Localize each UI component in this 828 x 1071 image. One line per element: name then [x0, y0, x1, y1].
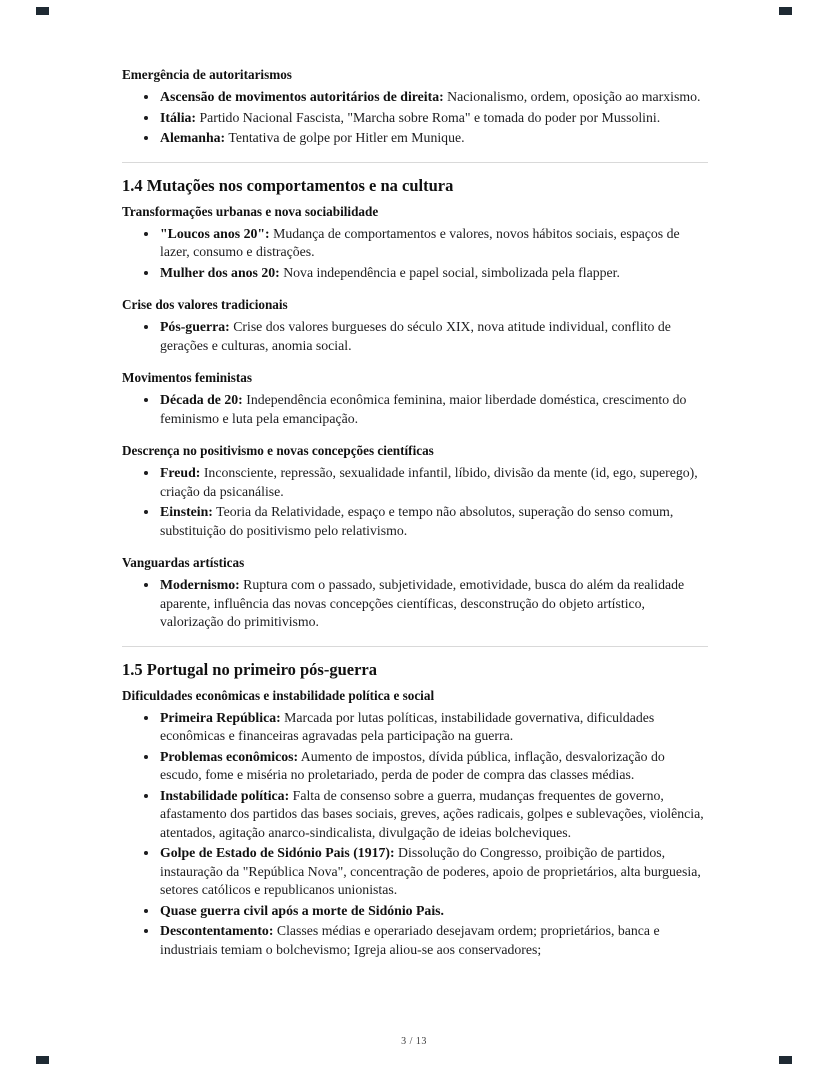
list-item: [159, 225, 708, 262]
bullet-list: [122, 318, 708, 355]
subheading-movimentos-feministas: Movimentos feministas: [122, 370, 253, 385]
bullet-desc: Inconsciente, repressão, sexualidade infantil, líbido, divisão da mente (id, ego, superego), criação da psicanálise.: [160, 465, 698, 499]
list-item: [159, 844, 708, 900]
bullet-term: Descontentamento:: [160, 923, 274, 938]
bullet-list: [122, 391, 708, 428]
bullet-term: Ascensão de movimentos autoritários de direita:: [160, 89, 444, 104]
list-item: [159, 318, 708, 355]
list-item: [159, 922, 708, 959]
bullet-desc: Teoria da Relatividade, espaço e tempo não absolutos, superação do senso comum, substituição do positivismo pelo relativismo.: [160, 504, 674, 538]
corner-mark-bottom-right: [779, 1056, 792, 1064]
bullet-term: Modernismo:: [160, 577, 240, 592]
section-title-1-4: 1.4 Mutações nos comportamentos e na cultura: [122, 175, 454, 195]
bullet-term: Pós-guerra:: [160, 319, 230, 334]
list-item: [159, 391, 708, 428]
bullet-term: Quase guerra civil após a morte de Sidónio Pais.: [160, 902, 444, 918]
list-item: [159, 464, 708, 501]
corner-mark-bottom-left: [36, 1056, 49, 1064]
page-footer: [0, 1036, 828, 1047]
bullet-desc: Classes médias e operariado desejavam ordem; proprietários, banca e industriais temiam o bolchevismo; Igreja aliou-se aos conservadores;: [160, 923, 660, 957]
bullet-term: Problemas econômicos:: [160, 748, 299, 764]
list-item: [159, 503, 708, 540]
bullet-list: [122, 464, 708, 540]
subheading-descrenca-positivismo: Descrença no positivismo e novas concepções científicas: [122, 443, 434, 458]
bullet-term: Itália:: [160, 109, 197, 125]
bullet-term: Mulher dos anos 20:: [160, 264, 280, 280]
list-item: [159, 748, 708, 785]
bullet-desc: Marcada por lutas políticas, instabilidade governativa, dificuldades econômicas e financeiras agravadas pela participação na guerra.: [160, 709, 655, 743]
corner-mark-top-left: [36, 7, 49, 15]
bullet-list: [122, 88, 708, 148]
bullet-term: Primeira República:: [160, 709, 281, 725]
bullet-term: Alemanha:: [160, 130, 226, 145]
bullet-term: "Loucos anos 20":: [160, 225, 270, 241]
subheading-emergencia-autoritarismos: Emergência de autoritarismos: [122, 67, 292, 82]
bullet-desc: Aumento de impostos, dívida pública, inflação, desvalorização do escudo, fome e miséria no proletariado, perda de poder de compra das classes médias.: [160, 748, 665, 782]
bullet-desc: Partido Nacional Fascista, "Marcha sobre Roma" e tomada do poder por Mussolini.: [199, 109, 661, 125]
bullet-list: [122, 576, 708, 632]
list-item: [159, 129, 708, 148]
bullet-term: Golpe de Estado de Sidónio Pais (1917):: [160, 845, 395, 860]
bullet-term: Década de 20:: [160, 392, 243, 407]
section-divider: [122, 646, 708, 647]
section-title-1-5: 1.5 Portugal no primeiro pós-guerra: [122, 659, 377, 679]
bullet-desc: Nacionalismo, ordem, oposição ao marxismo.: [447, 89, 701, 104]
corner-mark-top-right: [779, 7, 792, 15]
list-item: [159, 709, 708, 746]
bullet-desc: Crise dos valores burgueses do século XIX, nova atitude individual, conflito de gerações e culturas, anomia social.: [160, 319, 671, 353]
bullet-term: Instabilidade política:: [160, 787, 290, 803]
subheading-dificuldades-economicas: Dificuldades econômicas e instabilidade política e social: [122, 687, 435, 703]
bullet-desc: Mudança de comportamentos e valores, novos hábitos sociais, espaços de lazer, consumo e distrações.: [160, 225, 680, 259]
page-number: 3 / 13: [401, 1036, 427, 1047]
document-content: [122, 66, 708, 973]
list-item: [159, 902, 708, 921]
bullet-desc: Ruptura com o passado, subjetividade, emotividade, busca do além da realidade aparente, influência das novas concepções científicas, desconstrução do objeto artístico, valorização do primitivismo.: [160, 577, 685, 629]
bullet-desc: Independência econômica feminina, maior liberdade doméstica, crescimento do feminismo e luta pela emancipação.: [160, 392, 687, 426]
bullet-list: [122, 225, 708, 283]
list-item: [159, 576, 708, 632]
bullet-desc: Tentativa de golpe por Hitler em Munique.: [228, 130, 465, 145]
list-item: [159, 109, 708, 128]
list-item: [159, 88, 708, 107]
bullet-term: Einstein:: [160, 504, 213, 519]
subheading-vanguardas-artisticas: Vanguardas artísticas: [122, 555, 245, 570]
subheading-transformacoes-urbanas: Transformações urbanas e nova sociabilidade: [122, 203, 379, 219]
list-item: [159, 264, 708, 283]
section-divider: [122, 162, 708, 163]
bullet-desc: Nova independência e papel social, simbolizada pela flapper.: [283, 264, 620, 280]
bullet-desc: Falta de consenso sobre a guerra, mudanças frequentes de governo, afastamento dos partidos das bases sociais, greves, ações radicais, golpes e sublevações, violência, atentados, agitação anarco-sindicalista, divulgação de ideias bolcheviques.: [160, 787, 704, 840]
subheading-crise-valores: Crise dos valores tradicionais: [122, 297, 288, 312]
list-item: [159, 787, 708, 843]
bullet-desc: Dissolução do Congresso, proibição de partidos, instauração da "República Nova", concentração de poderes, apoio de proprietários, alta burguesia, setores católicos e republicanos unionistas.: [160, 845, 701, 897]
bullet-list: [122, 709, 708, 960]
bullet-term: Freud:: [160, 465, 201, 480]
